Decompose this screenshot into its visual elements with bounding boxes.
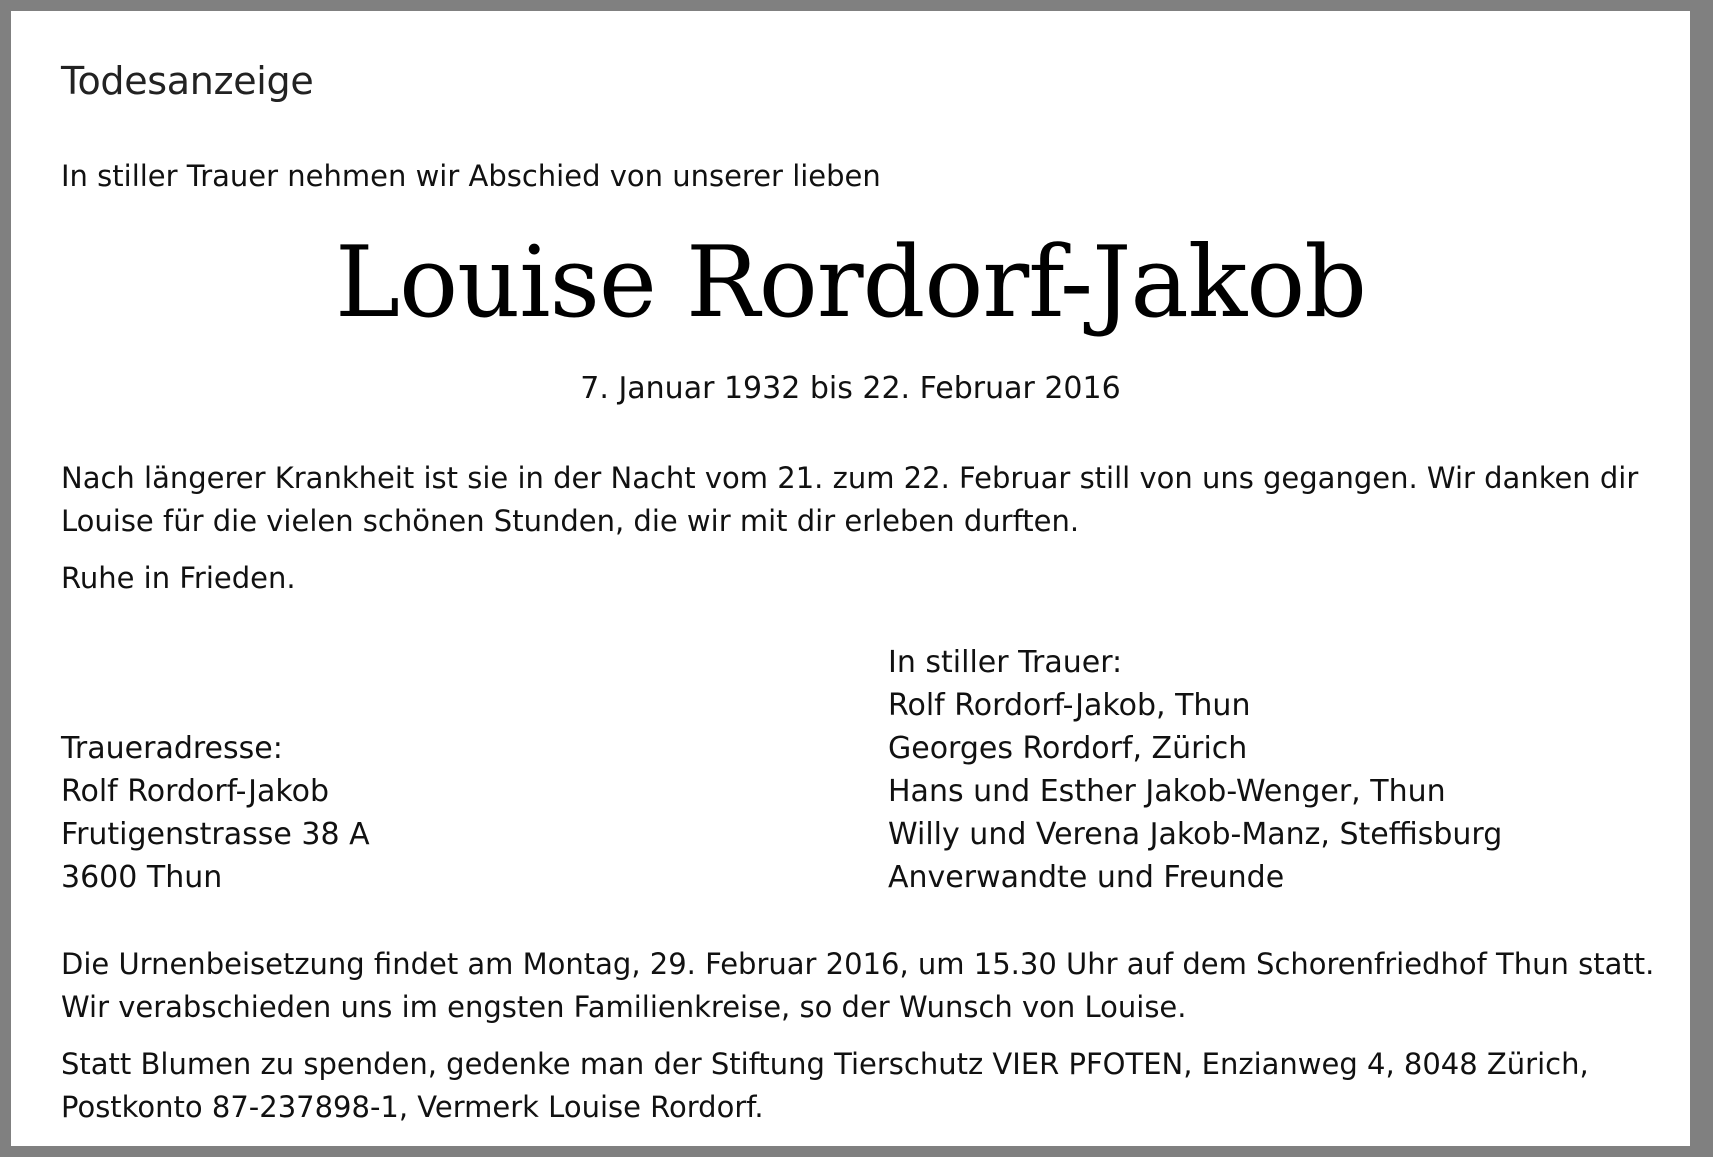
intro-text: In stiller Trauer nehmen wir Abschied von unserer lieben xyxy=(61,159,881,193)
notice-heading: Todesanzeige xyxy=(61,59,314,103)
mourners-block xyxy=(888,641,1502,899)
trauer-address-block xyxy=(61,727,370,899)
deceased-name: Louise Rordorf-Jakob xyxy=(335,226,1366,340)
paragraph-rest-in-peace: Ruhe in Frieden. xyxy=(61,561,296,595)
trauer-address-label: Traueradresse: xyxy=(61,731,283,766)
mourners-label: In stiller Trauer: xyxy=(888,645,1123,680)
paragraph-illness: Nach längerer Krankheit ist sie in der Nacht vom 21. zum 22. Februar still von uns gegangen. Wir danken dir Louise für die vielen schönen Stunden, die wir mit dir erleben durften. xyxy=(61,461,1639,538)
trauer-address-line: Rolf Rordorf-Jakob xyxy=(61,774,330,809)
paragraph-burial: Die Urnenbeisetzung findet am Montag, 29. Februar 2016, um 15.30 Uhr auf dem Schorenfriedhof Thun statt. Wir verabschieden uns im engsten Familienkreise, so der Wunsch von Louise. xyxy=(61,947,1655,1024)
mourner-line: Hans und Esther Jakob-Wenger, Thun xyxy=(888,774,1446,809)
mourner-line: Rolf Rordorf-Jakob, Thun xyxy=(888,688,1251,723)
paragraph-donation: Statt Blumen zu spenden, gedenke man der Stiftung Tierschutz VIER PFOTEN, Enzianweg 4, 8048 Zürich, Postkonto 87-237898-1, Vermerk Louise Rordorf. xyxy=(61,1047,1589,1124)
trauer-address-line: Frutigenstrasse 38 A xyxy=(61,817,370,852)
life-dates: 7. Januar 1932 bis 22. Februar 2016 xyxy=(580,371,1121,406)
mourner-line: Anverwandte und Freunde xyxy=(888,860,1285,895)
mourner-line: Georges Rordorf, Zürich xyxy=(888,731,1248,766)
obituary-notice xyxy=(11,11,1690,1146)
mourner-line: Willy und Verena Jakob-Manz, Steffisburg xyxy=(888,817,1503,852)
trauer-address-line: 3600 Thun xyxy=(61,860,223,895)
